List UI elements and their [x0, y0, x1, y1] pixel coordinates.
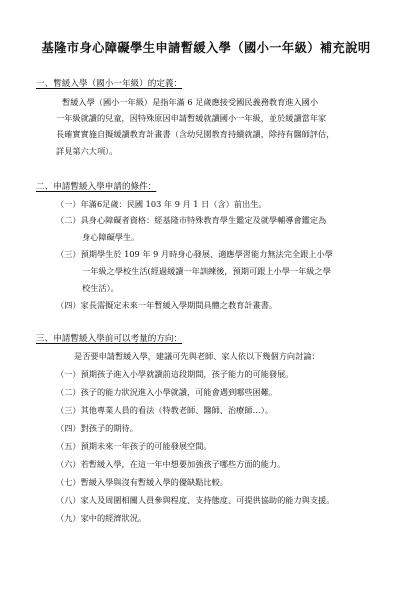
section-3-heading-text: 三、申請暫緩入學前可以考量的方向： — [36, 334, 183, 344]
section-1-heading — [36, 78, 182, 90]
section-1-line: 長確實實施自擬緩讀教育計畫書（含幼兒園教育持續就讀，除持有醫師評估， — [56, 129, 335, 139]
section-2-heading — [36, 181, 156, 193]
section-1-line: 一年級就讀的兒童，因特殊原因申請暫緩就讀國小一年級，並於緩讀當年家 — [56, 113, 327, 123]
section-3-line: （三）其他專業人員的看法（特教老師、醫師、治療師…）。 — [56, 405, 273, 415]
page-title: 基隆市身心障礙學生申請暫緩入學（國小一年級）補充說明 — [41, 40, 371, 55]
section-3-line: （四）對孩子的期待。 — [56, 423, 138, 433]
section-3-line: （六）若暫緩入學，在這一年中想要加強孩子哪些方面的能力。 — [56, 459, 286, 469]
section-2-line: 校生活）。 — [82, 283, 119, 293]
section-3-line: （七）暫緩入學與沒有暫緩入學的優缺點比較。 — [56, 477, 228, 487]
section-2-line: （二）具身心障礙者資格：經基隆市特殊教育學生鑑定及就學輔導會鑑定為 — [56, 215, 327, 225]
section-3-line: （一）預期孩子進入小學就讀前這段期間，孩子能力的可能發展。 — [56, 369, 294, 379]
section-3-line: （五）預期未來一年孩子的可能發展空間。 — [56, 441, 212, 451]
section-1-line: 暫緩入學（國小一年級）是指年滿 6 足歲應接受國民義務教育進入國小 — [62, 97, 319, 107]
section-1-heading-text: 一、暫緩入學（國小一年級）的定義： — [36, 79, 183, 89]
section-3-line: （九）家中的經濟狀況。 — [56, 513, 147, 523]
section-3-line: （二）孩子的能力狀況進入小學就讀，可能會遇到哪些困難。 — [56, 387, 278, 397]
section-2-heading-text: 二、申請暫緩入學申請的條件： — [36, 182, 157, 192]
section-3-line: （八）家人及周圍相關人員參與程度、支持態度、可提供協助的能力與支援。 — [56, 495, 335, 505]
section-1-line: 詳見第六大項）。 — [56, 146, 118, 156]
section-3-heading — [36, 333, 182, 345]
section-2-line: （一）年滿6足歲：民國 103 年 9 月 1 日（含）前出生。 — [56, 199, 267, 209]
section-3-intro: 是否要申請暫緩入學，建議可先與老師、家人依以下幾個方向討論： — [74, 351, 320, 361]
section-2-line: （四）家長需擬定未來一年暫緩入學期間具體之教育計畫書。 — [56, 300, 278, 310]
section-2-line: （三）預期學生於 109 年 9 月時身心發展、適應學習能力無法完全跟上小學 — [56, 249, 333, 259]
section-2-line: 身心障礙學生。 — [82, 232, 140, 242]
section-2-line: 一年級之學校生活(經過緩讀一年訓練後，預期可跟上小學一年級之學 — [82, 266, 331, 276]
